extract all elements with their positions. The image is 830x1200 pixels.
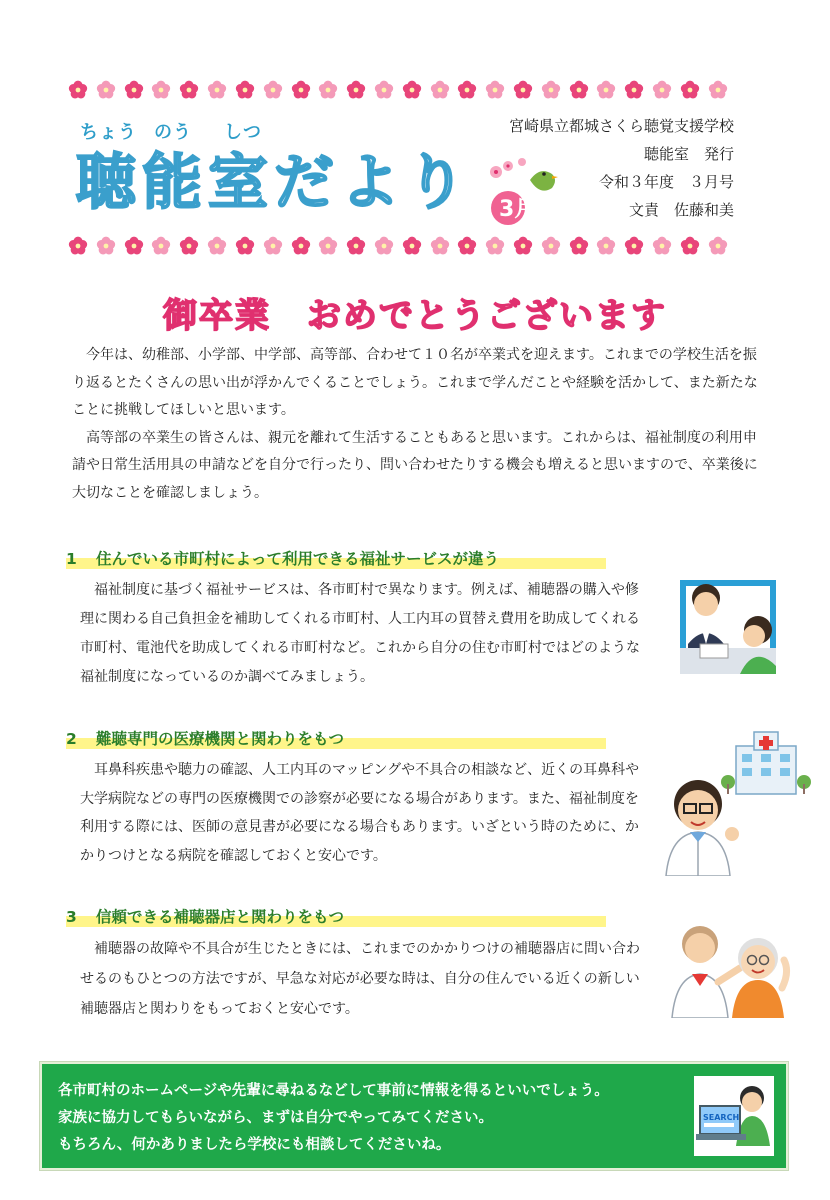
ruby-2: のう [154,122,192,143]
plum-blossom-icon [596,80,616,100]
intro-text [72,342,762,507]
plum-blossom-icon [708,80,728,100]
section-title: 住んでいる市町村によって利用できる福祉サービスが違う [96,550,500,568]
plum-blossom-icon [207,236,227,256]
section-text: 耳鼻科疾患や聴力の確認、人工内耳のマッピングや不具合の相談など、近くの耳鼻科や大学病院などの専門の医療機関での診察が必要になる場合があります。また、福祉制度を利用する際には、医師の意見書が必要になる場合もあります。いざという時のために、かかりつけとなる病院を確認しておくと安心です。 [80,762,640,864]
month-badge: 3月 [499,197,537,222]
plum-blossom-icon [235,236,255,256]
plum-blossom-icon [541,80,561,100]
advice-note-text [58,1078,688,1159]
section-title: 信頼できる補聴器店と関わりをもつ [96,908,345,926]
plum-blossom-icon [151,236,171,256]
section-number: 1 [66,550,77,568]
ruby-3: しつ [224,122,262,143]
plum-blossom-icon [485,236,505,256]
section-2-heading [66,729,606,749]
note-line: 家族に協力してもらいながら、まずは自分でやってみてください。 [58,1110,493,1126]
section-1-heading [66,549,606,569]
plum-blossom-icon [374,236,394,256]
issuer-office: 聴能室 発行 [643,145,734,163]
search-word: SEARCH [703,1113,740,1122]
advice-note-box [40,1062,788,1170]
plum-blossom-icon [485,80,505,100]
plum-blossom-icon [596,236,616,256]
plum-blossom-icon [346,236,366,256]
issue-number: 令和３年度 ３月号 [598,173,734,191]
plum-blossom-icon [569,80,589,100]
plum-blossom-icon [263,80,283,100]
issuer-info [474,112,734,224]
title-ruby [80,118,270,142]
plum-blossom-icon [151,80,171,100]
plum-blossom-icon [318,236,338,256]
section-text: 補聴器の故障や不具合が生じたときには、これまでのかかりつけの補聴器店に問い合わせるのもひとつの方法ですが、早急な対応が必要な時は、自分の住んでいる近くの新しい補聴器店と関わりをもっておくと安心です。 [80,941,640,1017]
plum-blossom-icon [513,80,533,100]
plum-blossom-icon [68,236,88,256]
ruby-1: ちょう [80,122,137,143]
plum-blossom-icon [652,236,672,256]
section-3-heading [66,907,606,927]
plum-blossom-icon [318,80,338,100]
note-line: 各市町村のホームページや先輩に尋ねるなどして事前に情報を得るといいでしょう。 [58,1083,609,1099]
consultation-illustration [670,574,780,678]
plum-blossom-icon [680,80,700,100]
flower-border-bottom [68,236,728,256]
plum-blossom-icon [179,236,199,256]
plum-blossom-icon [652,80,672,100]
plum-blossom-icon [291,236,311,256]
plum-blossom-icon [541,236,561,256]
plum-blossom-icon [430,80,450,100]
section-2-body [80,756,640,870]
plum-blossom-icon [569,236,589,256]
doctor-illustration [658,772,742,876]
plum-blossom-icon [124,80,144,100]
issuer-author: 文責 佐藤和美 [628,201,734,219]
plum-blossom-icon [374,80,394,100]
laptop-search-illustration [694,1076,774,1156]
plum-blossom-icon [124,236,144,256]
hearing-aid-fitting-illustration [666,918,792,1018]
flower-border-top [68,80,728,100]
graduation-headline: 御卒業 おめでとうございます [163,296,667,336]
section-text: 福祉制度に基づく福祉サービスは、各市町村で異なります。例えば、補聴器の購入や修理に関わる自己負担金を補助してくれる市町村、人工内耳の買替え費用を助成してくれる市町村、電池代を助成してくれる市町村など。これから自分の住む市町村ではどのような福祉制度になっているのか調べてみましょう。 [80,582,640,685]
plum-blossom-icon [680,236,700,256]
section-number: 2 [66,730,77,748]
plum-blossom-icon [346,80,366,100]
section-1-body [80,576,640,692]
plum-blossom-icon [235,80,255,100]
plum-blossom-icon [624,236,644,256]
section-3-body [80,934,640,1024]
newsletter-title: 聴能室だより [76,148,472,218]
plum-blossom-icon [513,236,533,256]
intro-paragraph: 今年は、幼稚部、小学部、中学部、高等部、合わせて１０名が卒業式を迎えます。これまでの学校生活を振り返るとたくさんの思い出が浮かんでくることでしょう。これまで学んだことや経験を活かして、また新たなことに挑戦してほしいと思います。 [72,347,758,418]
plum-blossom-icon [402,80,422,100]
plum-blossom-icon [68,80,88,100]
plum-blossom-icon [624,80,644,100]
plum-blossom-icon [291,80,311,100]
section-number: 3 [66,908,77,926]
note-line: もちろん、何かありましたら学校にも相談してくださいね。 [58,1137,451,1153]
plum-blossom-icon [263,236,283,256]
plum-blossom-icon [457,236,477,256]
intro-paragraph: 高等部の卒業生の皆さんは、親元を離れて生活することもあると思います。これからは、福祉制度の利用申請や日常生活用具の申請などを自分で行ったり、問い合わせたりする機会も増えると思いますので、卒業後に大切なことを確認しましょう。 [72,429,758,501]
issuer-school: 宮崎県立都城さくら聴覚支援学校 [508,117,734,135]
plum-blossom-icon [207,80,227,100]
plum-blossom-icon [402,236,422,256]
plum-blossom-icon [457,80,477,100]
plum-blossom-icon [96,236,116,256]
plum-blossom-icon [179,80,199,100]
section-title: 難聴専門の医療機関と関わりをもつ [96,730,345,748]
plum-blossom-icon [708,236,728,256]
plum-blossom-icon [96,80,116,100]
plum-blossom-icon [430,236,450,256]
